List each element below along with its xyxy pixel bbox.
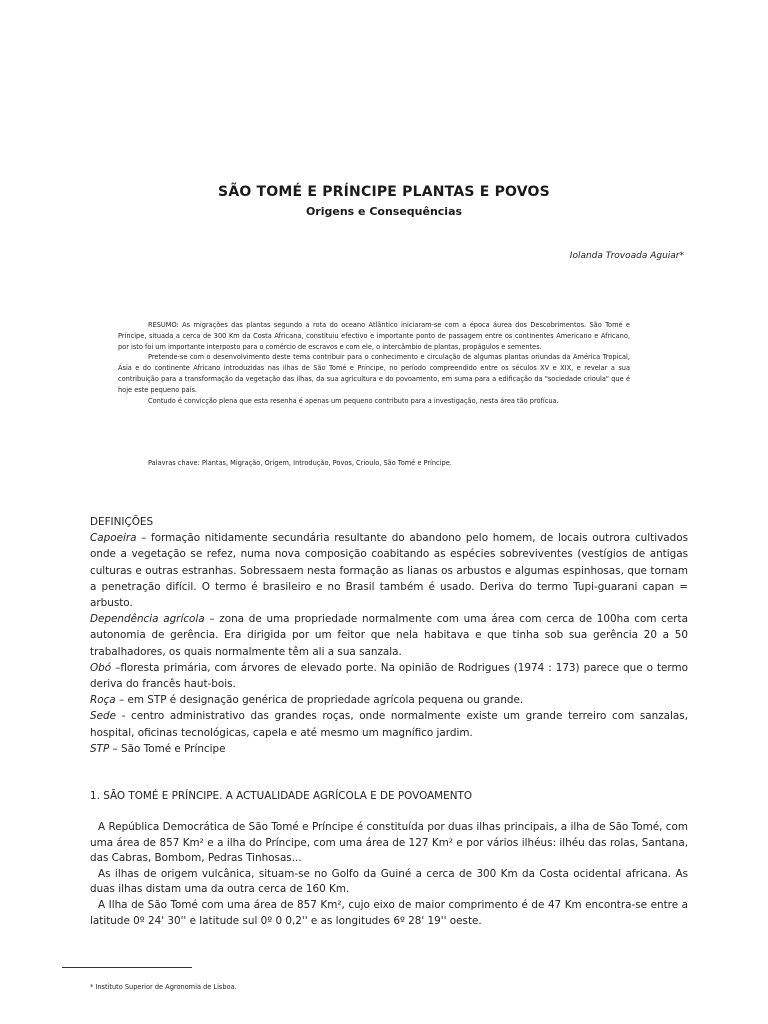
definitions-heading: DEFINIÇÕES [90,516,154,528]
footnote-rule [62,967,192,968]
section-heading: 1. SÃO TOMÉ E PRÍNCIPE. A ACTUALIDADE AGRÍCOLA E DE POVOAMENTO [90,790,473,802]
definition-item [90,692,688,708]
definition-text: – em STP é designação genérica de propriedade agrícola pequena ou grande. [115,694,524,707]
definition-item [90,660,688,692]
paper-subtitle: Origens e Consequências [305,205,463,218]
author-name: Iolanda Trovoada Aguiar* [569,251,684,261]
definition-term: Roça [90,694,116,707]
abstract-paragraph-2: Pretende-se com o desenvolvimento deste tema contribuir para o conhecimento e circulação de algumas plantas oriundas da América Tropical, Ásia e do continente Africano introduzidas nas ilhas de São Tomé e Príncipe, no período compreendido entre os séculos XV e XIX, e revelar a sua contribuição para a transformação da vegetação das ilhas, da sua agricultura e do povoamento, em suma para a edificação da "sociedade crioula" que é hoje este pequeno país. [118,353,630,394]
section-body [90,820,688,929]
definition-text: –floresta primária, com árvores de elevado porte. Na opinião de Rodrigues (1974 : 173) parece que o termo deriva do francês haut-bois. [90,661,688,691]
definition-item [90,530,688,611]
definition-item [90,741,688,757]
abstract-block [118,320,630,406]
definition-term: Capoeira [90,532,137,545]
definition-text: – formação nitidamente secundária resultante do abandono pelo homem, de locais outrora cultivados onde a vegetação se refez, numa nova composição coabitando as espécies sobreviventes (vestígios de antigas culturas e outras estranhas. Sobressaem nesta formação as lianas os arbustos e algumas espinhosas, que tornam a penetração difícil. O termo é brasileiro e no Brasil também é usado. Deriva do termo Tupi-guarani capan = arbusto. [90,532,688,610]
definition-text: - centro administrativo das grandes roças, onde normalmente existe um grande terreiro com sanzalas, hospital, oficinas tecnológicas, capela e até mesmo um magnífico jardim. [90,710,688,739]
body-paragraph-2: As ilhas de origem vulcânica, situam-se no Golfo da Guiné a cerca de 300 Km da Costa ocidental africana. As duas ilhas distam uma da outra cerca de 160 Km. [90,867,688,896]
definition-term: Sede [90,710,116,723]
definition-item [90,611,688,660]
definition-text: – zona de uma propriedade normalmente com uma área com cerca de 100ha com certa autonomia de gerência. Era dirigida por um feitor que nela habitava e que tinha sob sua gerência 20 a 50 trabalhadores, os quais normalmente têm ali a sua sanzala. [90,613,688,658]
definition-item [90,708,688,740]
definition-text: – São Tomé e Príncipe [109,742,226,755]
abstract-paragraph-3: Contudo é convicção plena que esta resenha é apenas um pequeno contributo para a investigação, nesta área tão profícua. [148,396,559,405]
definition-term: Obó [90,661,112,674]
paper-title: SÃO TOMÉ E PRÍNCIPE PLANTAS E POVOS [218,184,550,200]
definition-term: Dependência agrícola [90,613,205,626]
definitions-section [90,514,688,757]
definition-term: STP [90,742,110,755]
body-paragraph-3: A Ilha de São Tomé com uma área de 857 Km², cujo eixo de maior comprimento é de 47 Km encontra-se entre a latitude 0º 24' 30'' e latitude sul 0º 0 0,2'' e as longitudes 6º 28' 19'' oeste. [90,898,688,927]
body-paragraph-1: A República Democrática de São Tomé e Príncipe é constituída por duas ilhas principais, a ilha de São Tomé, com uma área de 857 Km² e a ilha do Príncipe, com uma área de 127 Km² e por vários ilhéus: ilhéu das rolas, Santana, das Cabras, Bombom, Pedras Tinhosas... [90,821,688,865]
footnote-text: * Instituto Superior de Agronomia de Lisboa. [90,983,237,991]
abstract-paragraph-1: RESUMO: As migrações das plantas segundo a rota do oceano Atlântico iniciaram-se com a época áurea dos Descobrimentos. São Tomé e Príncipe, situada a cerca de 300 Km da Costa Africana, constituiu efectivo e importante ponto de passagem entre os continentes Americano e Africano, por isto foi um importante interposto para o comércio de escravos e com ele, o intercâmbio de plantas, propágulos e sementes. [118,321,630,351]
keywords-line: Palavras chave: Plantas, Migração, Origem, Introdução, Povos, Crioulo, São Tomé e Príncipe. [148,459,452,467]
